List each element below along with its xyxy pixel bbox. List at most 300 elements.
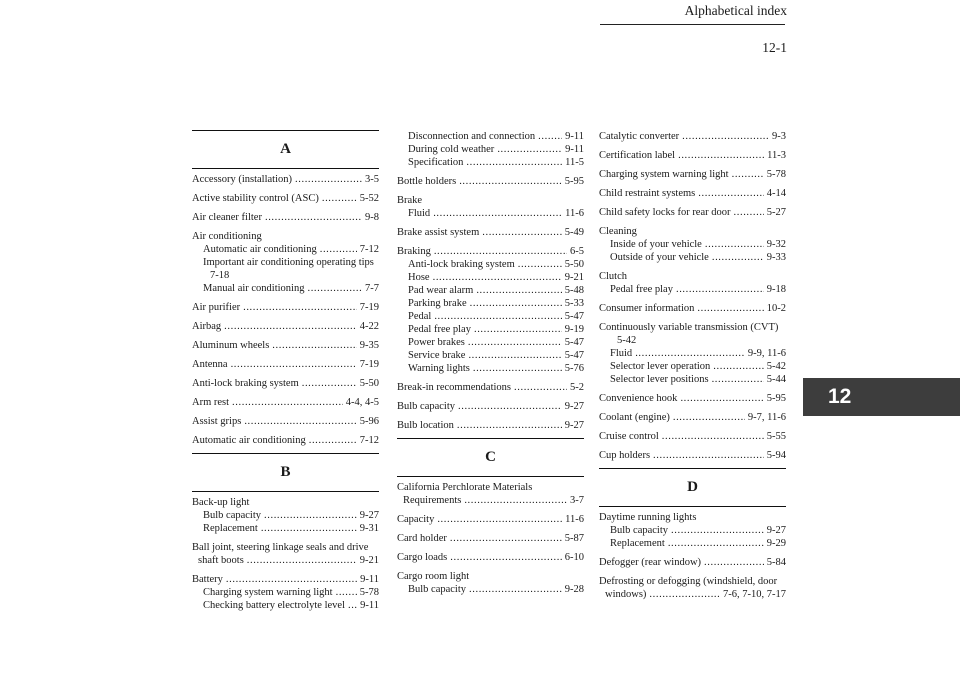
index-entry <box>599 187 786 200</box>
entry-line <box>599 575 786 588</box>
entry-text: Arm rest <box>192 397 230 408</box>
index-entry <box>192 192 379 205</box>
entry-text: Ball joint, steering linkage seals and drive <box>192 542 369 553</box>
page-ref[interactable]: 5-76 <box>564 363 584 374</box>
entry-text: Anti-lock braking system <box>192 378 299 389</box>
dot-leader <box>473 362 562 375</box>
page-ref[interactable]: 9-7, 11-6 <box>747 412 786 423</box>
section-letter: A <box>280 141 291 157</box>
sub-entry <box>599 360 786 373</box>
index-entry <box>192 173 379 186</box>
page-ref[interactable]: 7-19 <box>359 359 379 370</box>
page-ref[interactable]: 5-94 <box>766 450 786 461</box>
dot-leader <box>450 532 562 545</box>
index-entry <box>397 381 584 394</box>
entry-text: Fluid <box>408 208 431 219</box>
dot-leader <box>713 360 763 373</box>
page-ref[interactable]: 9-19 <box>564 324 584 335</box>
dot-leader <box>734 206 764 219</box>
page-ref[interactable]: 11-5 <box>565 157 584 168</box>
index-entry <box>192 496 379 535</box>
entry-line <box>192 496 379 509</box>
sub-entry <box>397 284 584 297</box>
page-ref[interactable]: 5-2 <box>570 382 584 393</box>
page-ref[interactable]: 10-2 <box>766 303 786 314</box>
dot-leader <box>437 513 562 526</box>
page-ref[interactable]: 5-50 <box>564 259 584 270</box>
entry-line <box>192 230 379 243</box>
page-ref[interactable]: 5-27 <box>766 207 786 218</box>
section-header-d <box>599 468 786 507</box>
section-header-b <box>192 453 379 492</box>
dot-leader <box>231 358 357 371</box>
entry-text: windows) <box>605 589 647 600</box>
section-letter: C <box>485 449 496 465</box>
page-ref[interactable]: 7-12 <box>359 435 379 446</box>
entry-line <box>192 173 379 186</box>
index-entry <box>599 302 786 315</box>
chapter-tab <box>803 378 960 416</box>
sub-entry <box>192 522 379 535</box>
page-ref[interactable]: 5-84 <box>766 557 786 568</box>
entry-text: Brake assist system <box>397 227 480 238</box>
dot-leader <box>464 494 567 507</box>
entry-text: Airbag <box>192 321 222 332</box>
entry-line <box>192 415 379 428</box>
entry-text: Service brake <box>408 350 466 361</box>
chapter-tab-number: 12 <box>828 385 852 408</box>
dot-leader <box>309 434 357 447</box>
entry-text: Pad wear alarm <box>408 285 474 296</box>
header-title: Alphabetical index <box>684 3 787 18</box>
entry-continuation <box>192 554 379 567</box>
page-ref[interactable]: 3-5 <box>365 174 379 185</box>
page-ref[interactable]: 3-7 <box>570 495 584 506</box>
entry-text: Child safety locks for rear door <box>599 207 731 218</box>
entry-line <box>397 419 584 432</box>
entry-text: Bulb location <box>397 420 454 431</box>
dot-leader <box>434 245 567 258</box>
entry-line <box>397 513 584 526</box>
page-ref[interactable]: 9-31 <box>359 523 379 534</box>
dot-leader <box>232 396 343 409</box>
dot-leader <box>732 168 764 181</box>
entry-text: California Perchlorate Materials <box>397 482 533 493</box>
page-ref[interactable]: 9-11 <box>360 600 379 611</box>
dot-leader <box>518 258 562 271</box>
entry-line <box>599 411 786 424</box>
page-ref[interactable]: 5-42 <box>766 361 786 372</box>
entry-text: Selector lever positions <box>610 374 709 385</box>
entry-line <box>192 358 379 371</box>
page-ref[interactable]: 5-78 <box>359 587 379 598</box>
dot-leader <box>712 251 764 264</box>
index-entry <box>599 270 786 296</box>
page-ref[interactable]: 9-3 <box>772 131 786 142</box>
entry-text: Defrosting or defogging (windshield, door <box>599 576 778 587</box>
dot-leader <box>482 226 562 239</box>
entry-text: Automatic air conditioning <box>192 435 306 446</box>
dot-leader <box>635 347 745 360</box>
dot-leader <box>458 400 562 413</box>
page-ref[interactable]: 9-27 <box>564 401 584 412</box>
sub-entry <box>192 509 379 522</box>
dot-leader <box>466 156 562 169</box>
dot-leader <box>457 419 562 432</box>
entry-text: Certification label <box>599 150 676 161</box>
page-ref[interactable]: 7-6, 7-10, 7-17 <box>723 589 786 600</box>
section-header-c <box>397 438 584 477</box>
sub-entry <box>397 143 584 156</box>
dot-leader <box>474 323 562 336</box>
page-ref[interactable]: 7-7 <box>365 283 379 294</box>
entry-text: Air conditioning <box>192 231 262 242</box>
dot-leader <box>538 130 562 143</box>
dot-leader <box>434 310 561 323</box>
entry-text: Pedal free play <box>610 284 673 295</box>
entry-text: Bulb capacity <box>397 401 456 412</box>
page-ref[interactable]: 5-33 <box>564 298 584 309</box>
entry-text: Assist grips <box>192 416 242 427</box>
index-column-1 <box>192 130 379 618</box>
sub-entry <box>397 349 584 362</box>
sub-entry <box>192 256 379 269</box>
entry-text: Replacement <box>610 538 665 549</box>
page-ref[interactable]: 5-52 <box>359 193 379 204</box>
entry-line <box>599 149 786 162</box>
dot-leader <box>662 430 764 443</box>
entry-text: Break-in recommendations <box>397 382 512 393</box>
index-entry <box>599 511 786 550</box>
page-ref[interactable]: 5-47 <box>564 337 584 348</box>
entry-text: Manual air conditioning <box>203 283 305 294</box>
sub-entry <box>397 258 584 271</box>
entry-line <box>192 573 379 586</box>
index-entry <box>192 301 379 314</box>
entry-text: Disconnection and connection <box>408 131 536 142</box>
entry-text: Anti-lock braking system <box>408 259 515 270</box>
header-rule <box>600 24 785 25</box>
dot-leader <box>704 556 764 569</box>
entry-continuation <box>599 588 786 601</box>
section-letter: D <box>687 479 698 495</box>
page-ref[interactable]: 9-8 <box>365 212 379 223</box>
entry-text: Checking battery electrolyte level <box>203 600 345 611</box>
entry-text: Requirements <box>403 495 462 506</box>
index-entry <box>397 481 584 507</box>
sub-entry <box>599 283 786 296</box>
entry-line <box>599 206 786 219</box>
entry-line <box>599 556 786 569</box>
page-ref[interactable]: 7-19 <box>359 302 379 313</box>
entry-text: Outside of your vehicle <box>610 252 709 263</box>
entry-line <box>192 434 379 447</box>
entry-text: 5-42 <box>617 335 637 346</box>
page-ref[interactable]: 4-14 <box>766 188 786 199</box>
entry-line <box>599 321 786 334</box>
sub-entry <box>599 238 786 251</box>
sub-entry <box>397 310 584 323</box>
page-ref[interactable]: 9-32 <box>766 239 786 250</box>
index-entry <box>397 513 584 526</box>
entry-text: During cold weather <box>408 144 495 155</box>
index-entry <box>192 358 379 371</box>
entry-text: Bottle holders <box>397 176 457 187</box>
index-entry <box>397 419 584 432</box>
entry-continuation <box>599 334 786 347</box>
sub-entry-continuation <box>192 269 379 282</box>
entry-text: Cargo loads <box>397 552 448 563</box>
dot-leader <box>668 537 764 550</box>
entry-line <box>192 211 379 224</box>
dot-leader <box>698 187 764 200</box>
sub-entry <box>192 243 379 256</box>
sub-entry <box>192 282 379 295</box>
entry-text: Continuously variable transmission (CVT) <box>599 322 779 333</box>
index-entry <box>397 570 584 596</box>
index-entry <box>599 149 786 162</box>
entry-line <box>397 194 584 207</box>
entry-line <box>397 400 584 413</box>
entry-text: Back-up light <box>192 497 250 508</box>
page-ref[interactable]: 5-47 <box>564 350 584 361</box>
page-ref[interactable]: 9-11 <box>360 574 379 585</box>
page-ref[interactable]: 9-21 <box>564 272 584 283</box>
index-entry <box>397 551 584 564</box>
entry-text: Battery <box>192 574 223 585</box>
entry-text: Important air conditioning operating tips <box>203 257 374 268</box>
entry-line <box>192 396 379 409</box>
entry-text: Parking brake <box>408 298 467 309</box>
page-ref[interactable]: 5-78 <box>766 169 786 180</box>
page-ref[interactable]: 9-27 <box>564 420 584 431</box>
dot-leader <box>712 373 764 386</box>
page-ref[interactable]: 7-12 <box>359 244 379 255</box>
entry-line <box>397 175 584 188</box>
sub-entry <box>599 251 786 264</box>
entry-text: Bulb capacity <box>408 584 467 595</box>
dot-leader <box>244 415 356 428</box>
entry-text: Fluid <box>610 348 633 359</box>
page-ref[interactable]: 5-95 <box>564 176 584 187</box>
index-entry <box>192 396 379 409</box>
page-ref[interactable]: 4-4, 4-5 <box>345 397 379 408</box>
dot-leader <box>264 509 357 522</box>
entry-line <box>599 511 786 524</box>
index-entry <box>599 449 786 462</box>
entry-text: Defogger (rear window) <box>599 557 702 568</box>
sub-entry <box>397 130 584 143</box>
index-entry <box>599 392 786 405</box>
entry-line <box>192 541 379 554</box>
entry-continuation <box>397 494 584 507</box>
entry-text: Cruise control <box>599 431 659 442</box>
entry-line <box>397 532 584 545</box>
dot-leader <box>680 392 763 405</box>
entry-text: Specification <box>408 157 464 168</box>
entry-text: Clutch <box>599 271 627 282</box>
dot-leader <box>261 522 357 535</box>
entry-line <box>192 192 379 205</box>
sub-entry <box>397 207 584 220</box>
entry-text: Air cleaner filter <box>192 212 262 223</box>
dot-leader <box>450 551 561 564</box>
page-ref[interactable]: 5-50 <box>359 378 379 389</box>
entry-line <box>192 320 379 333</box>
index-entry <box>599 430 786 443</box>
entry-text: Automatic air conditioning <box>203 244 317 255</box>
dot-leader <box>671 524 764 537</box>
entry-text: Daytime running lights <box>599 512 697 523</box>
entry-line <box>397 481 584 494</box>
dot-leader <box>224 320 357 333</box>
page-ref[interactable]: 11-6 <box>565 208 584 219</box>
sub-entry <box>397 362 584 375</box>
entry-text: Card holder <box>397 533 447 544</box>
index-entry <box>192 339 379 352</box>
dot-leader <box>476 284 561 297</box>
entry-text: Replacement <box>203 523 258 534</box>
page-ref[interactable]: 11-3 <box>767 150 786 161</box>
index-entry <box>599 168 786 181</box>
sub-entry <box>599 524 786 537</box>
entry-text: Hose <box>408 272 430 283</box>
dot-leader <box>673 411 745 424</box>
entry-text: shaft boots <box>198 555 244 566</box>
dot-leader <box>470 297 562 310</box>
entry-text: Pedal free play <box>408 324 471 335</box>
dot-leader <box>272 339 356 352</box>
page-ref[interactable]: 9-33 <box>766 252 786 263</box>
index-entry <box>599 556 786 569</box>
entry-text: Bulb capacity <box>610 525 669 536</box>
entry-line <box>397 381 584 394</box>
page-ref[interactable]: 6-5 <box>570 246 584 257</box>
sub-entry <box>397 297 584 310</box>
page-ref[interactable]: 5-49 <box>564 227 584 238</box>
entry-text: 7-18 <box>210 270 230 281</box>
dot-leader <box>649 588 720 601</box>
entry-text: Inside of your vehicle <box>610 239 702 250</box>
page-number: 12-1 <box>762 40 787 55</box>
page-ref[interactable]: 9-18 <box>766 284 786 295</box>
index-entry <box>397 245 584 375</box>
section-letter: B <box>280 464 291 480</box>
dot-leader <box>705 238 764 251</box>
page-ref[interactable]: 9-9, 11-6 <box>747 348 786 359</box>
entry-text: Child restraint systems <box>599 188 696 199</box>
entry-text: Catalytic converter <box>599 131 680 142</box>
entry-line <box>599 168 786 181</box>
entry-text: Aluminum wheels <box>192 340 270 351</box>
index-entry <box>192 230 379 295</box>
entry-text: Convenience hook <box>599 393 678 404</box>
entry-text: Consumer information <box>599 303 695 314</box>
entry-text: Air purifier <box>192 302 241 313</box>
dot-leader <box>459 175 562 188</box>
index-entry <box>599 225 786 264</box>
sub-entry <box>599 347 786 360</box>
entry-line <box>192 301 379 314</box>
page-ref[interactable]: 5-48 <box>564 285 584 296</box>
page-ref[interactable]: 9-28 <box>564 584 584 595</box>
dot-leader <box>469 583 562 596</box>
dot-leader <box>676 283 764 296</box>
page-ref[interactable]: 5-96 <box>359 416 379 427</box>
page-ref[interactable]: 9-11 <box>565 131 584 142</box>
sub-entry <box>397 323 584 336</box>
dot-leader <box>697 302 763 315</box>
page-ref[interactable]: 9-21 <box>359 555 379 566</box>
entry-text: Cup holders <box>599 450 651 461</box>
entry-line <box>397 570 584 583</box>
page-ref[interactable]: 9-35 <box>359 340 379 351</box>
dot-leader <box>497 143 562 156</box>
index-entry <box>599 321 786 386</box>
entry-line <box>599 302 786 315</box>
index-entry <box>397 532 584 545</box>
sub-entry <box>397 583 584 596</box>
sub-entry <box>397 271 584 284</box>
dot-leader <box>682 130 769 143</box>
entry-text: Warning lights <box>408 363 470 374</box>
dot-leader <box>653 449 764 462</box>
page-ref[interactable]: 9-29 <box>766 538 786 549</box>
entry-text: Active stability control (ASC) <box>192 193 319 204</box>
index-entry <box>192 434 379 447</box>
index-entry <box>192 320 379 333</box>
entry-text: Capacity <box>397 514 435 525</box>
entry-text: Cargo room light <box>397 571 470 582</box>
entry-line <box>397 226 584 239</box>
entry-text: Charging system warning light <box>599 169 729 180</box>
page-ref[interactable]: 9-27 <box>766 525 786 536</box>
entry-line <box>599 130 786 143</box>
sub-entry <box>397 336 584 349</box>
page-ref[interactable]: 4-22 <box>359 321 379 332</box>
sub-entry <box>599 373 786 386</box>
page-ref[interactable]: 5-44 <box>766 374 786 385</box>
dot-leader <box>322 192 357 205</box>
index-entry <box>599 411 786 424</box>
index-entry <box>192 541 379 567</box>
page-ref[interactable]: 5-87 <box>564 533 584 544</box>
index-entry <box>397 194 584 220</box>
entry-line <box>397 245 584 258</box>
entry-text: Selector lever operation <box>610 361 711 372</box>
dot-leader <box>265 211 362 224</box>
page-ref[interactable]: 11-6 <box>565 514 584 525</box>
page-ref[interactable]: 9-11 <box>565 144 584 155</box>
section-header-a <box>192 130 379 169</box>
entry-text: Bulb capacity <box>203 510 262 521</box>
page-ref[interactable]: 6-10 <box>564 552 584 563</box>
page-ref[interactable]: 5-55 <box>766 431 786 442</box>
index-entry <box>192 377 379 390</box>
page-ref[interactable]: 5-95 <box>766 393 786 404</box>
page-ref[interactable]: 5-47 <box>564 311 584 322</box>
dot-leader <box>302 377 357 390</box>
entry-line <box>599 270 786 283</box>
dot-leader <box>514 381 567 394</box>
dot-leader <box>348 599 357 612</box>
index-entry <box>397 400 584 413</box>
sub-entry <box>192 586 379 599</box>
dot-leader <box>295 173 362 186</box>
index-column-3 <box>599 130 786 607</box>
page-ref[interactable]: 9-27 <box>359 510 379 521</box>
entry-line <box>599 392 786 405</box>
